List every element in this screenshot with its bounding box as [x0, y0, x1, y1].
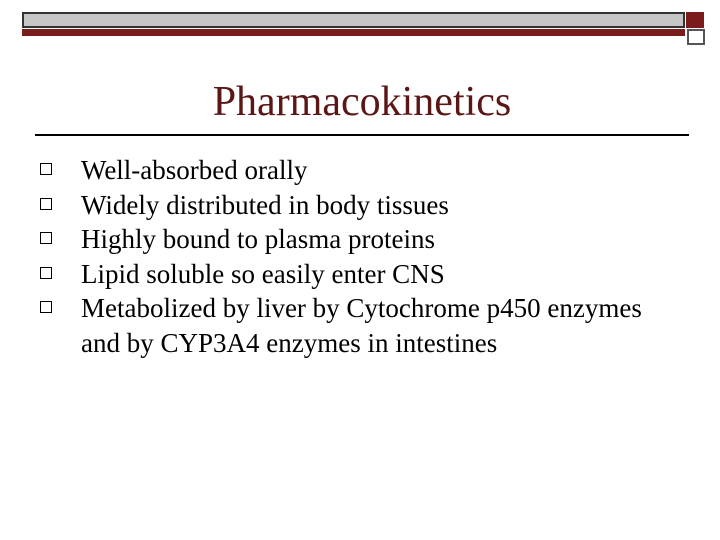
list-item-text: Well-absorbed orally — [81, 155, 308, 185]
slide-title — [0, 76, 720, 128]
top-decorative-bar — [22, 12, 685, 36]
list-item — [40, 257, 681, 292]
list-item-text: Widely distributed in body tissues — [81, 189, 449, 220]
top-bar-accent — [22, 29, 685, 36]
corner-squares-icon — [686, 12, 704, 42]
slide-title-text: Pharmacokinetics — [212, 79, 512, 125]
list-item-text: Lipid soluble so easily enter CNS — [81, 258, 445, 289]
hollow-square-bullet-icon — [40, 163, 52, 175]
list-item-text: Metabolized by liver by Cytochrome p450 enzymes and by CYP3A4 enzymes in intestines — [81, 293, 642, 358]
bullet-list — [40, 153, 681, 360]
list-item — [40, 222, 681, 257]
hollow-square-bullet-icon — [40, 232, 52, 244]
list-item — [40, 188, 681, 223]
hollow-square-bullet-icon — [40, 198, 52, 210]
hollow-square-bullet-icon — [40, 267, 52, 279]
list-item — [40, 291, 681, 360]
hollow-square-bullet-icon — [40, 301, 52, 313]
top-bar-gray — [22, 12, 685, 28]
list-item — [40, 153, 681, 188]
corner-hollow-square-icon — [687, 29, 705, 45]
list-item-text: Highly bound to plasma proteins — [81, 224, 435, 254]
corner-filled-square-icon — [686, 12, 704, 28]
title-underline — [35, 134, 689, 136]
